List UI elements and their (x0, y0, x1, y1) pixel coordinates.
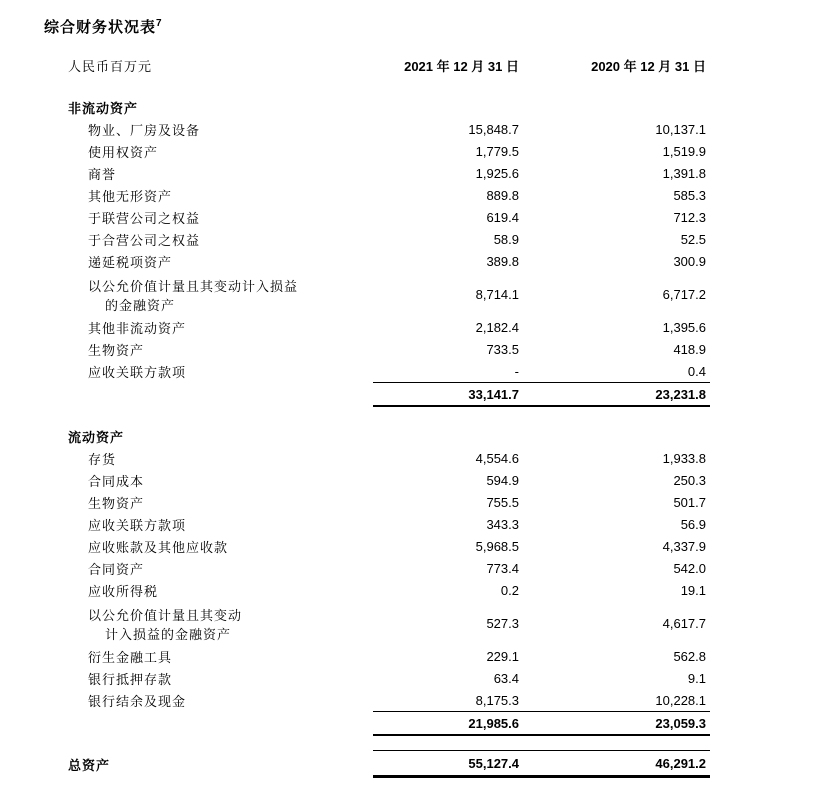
section-header-label: 非流动资产 (68, 100, 139, 116)
row-value-2021: - (514, 363, 519, 379)
row-value-2021: 343.3 (486, 516, 519, 532)
table-row (44, 118, 710, 140)
spacer (44, 736, 710, 750)
row-label-line1: 以公允价值计量且其变动计入损益 (88, 279, 299, 294)
row-label: 生物资产 (88, 495, 145, 511)
row-label: 递延税项资产 (88, 254, 173, 270)
table-row (44, 469, 710, 491)
table-row (44, 689, 710, 711)
section-subtotal-row (44, 382, 710, 407)
row-label: 合同成本 (88, 473, 145, 489)
spacer (44, 407, 710, 425)
row-value-2021: 0.2 (500, 582, 519, 598)
table-row (44, 601, 710, 645)
row-value-2020: 4,617.7 (662, 615, 706, 631)
row-label-line2: 的金融资产 (105, 298, 176, 313)
table-row (44, 513, 710, 535)
table-row (44, 316, 710, 338)
row-label: 于合营公司之权益 (88, 232, 201, 248)
table-row (44, 645, 710, 667)
table-sections (44, 96, 710, 736)
row-label (44, 274, 373, 314)
row-label: 商誉 (88, 166, 117, 182)
row-value-2020: 1,391.8 (662, 165, 706, 181)
row-value-2021: 755.5 (486, 494, 519, 510)
row-value-2021: 5,968.5 (475, 538, 519, 554)
column-header-2021: 2021 年 12 月 31 日 (404, 58, 519, 74)
row-value-2021: 594.9 (486, 472, 519, 488)
row-value-2020: 19.1 (680, 582, 706, 598)
row-label: 存货 (88, 451, 117, 467)
table-row (44, 206, 710, 228)
column-header-2020: 2020 年 12 月 31 日 (591, 58, 706, 74)
spacer (44, 38, 710, 54)
row-value-2020: 542.0 (673, 560, 706, 576)
row-value-2020: 1,395.6 (662, 319, 706, 335)
subtotal-value-2020: 23,231.8 (523, 382, 710, 407)
table-row (44, 228, 710, 250)
currency-unit-label: 人民币百万元 (68, 58, 153, 74)
table-row (44, 338, 710, 360)
row-value-2021: 58.9 (493, 231, 519, 247)
row-label: 应收关联方款项 (88, 364, 187, 380)
row-value-2020: 0.4 (687, 363, 706, 379)
table-row (44, 447, 710, 469)
row-value-2020: 250.3 (673, 472, 706, 488)
subtotal-value-2021: 33,141.7 (373, 382, 523, 407)
table-row (44, 162, 710, 184)
table-section (44, 425, 710, 736)
row-value-2021: 63.4 (493, 670, 519, 686)
row-value-2021: 389.8 (486, 253, 519, 269)
row-label: 银行结余及现金 (88, 693, 187, 709)
spacer (44, 76, 710, 96)
page-title-text: 综合财务状况表 (44, 19, 157, 36)
table-row (44, 491, 710, 513)
row-label: 应收关联方款项 (88, 517, 187, 533)
row-value-2020: 300.9 (673, 253, 706, 269)
table-row (44, 184, 710, 206)
total-assets-row (44, 750, 710, 778)
row-value-2021: 15,848.7 (468, 121, 519, 137)
table-row (44, 579, 710, 601)
table-row (44, 272, 710, 316)
row-value-2020: 52.5 (680, 231, 706, 247)
subtotal-value-2021: 21,985.6 (373, 711, 523, 736)
row-value-2020: 1,933.8 (662, 450, 706, 466)
table-row (44, 360, 710, 382)
row-value-2021: 8,714.1 (475, 286, 519, 302)
total-assets-value-2021: 55,127.4 (373, 750, 523, 778)
row-value-2021: 527.3 (486, 615, 519, 631)
row-label: 银行抵押存款 (88, 671, 173, 687)
row-value-2020: 10,228.1 (655, 692, 706, 708)
section-header-label: 流动资产 (68, 429, 125, 445)
section-subtotal-row (44, 711, 710, 736)
row-label: 衍生金融工具 (88, 649, 173, 665)
row-label: 使用权资产 (88, 144, 159, 160)
row-value-2020: 4,337.9 (662, 538, 706, 554)
page-title-row (44, 14, 710, 38)
row-value-2020: 418.9 (673, 341, 706, 357)
row-value-2021: 733.5 (486, 341, 519, 357)
row-label: 生物资产 (88, 342, 145, 358)
table-row (44, 250, 710, 272)
row-value-2021: 4,554.6 (475, 450, 519, 466)
row-value-2021: 1,925.6 (475, 165, 519, 181)
column-header-row (44, 54, 710, 76)
row-value-2021: 773.4 (486, 560, 519, 576)
row-label: 其他非流动资产 (88, 320, 187, 336)
row-value-2021: 1,779.5 (475, 143, 519, 159)
row-value-2021: 889.8 (486, 187, 519, 203)
total-assets-label: 总资产 (68, 757, 111, 773)
row-value-2020: 9.1 (687, 670, 706, 686)
row-value-2020: 585.3 (673, 187, 706, 203)
row-label: 其他无形资产 (88, 188, 173, 204)
table-section (44, 96, 710, 407)
section-rows (44, 447, 710, 711)
table-row (44, 557, 710, 579)
row-label-line2: 计入损益的金融资产 (105, 627, 232, 642)
row-label (44, 603, 373, 643)
row-label-line1: 以公允价值计量且其变动 (88, 608, 243, 623)
row-label: 于联营公司之权益 (88, 210, 201, 226)
table-row (44, 140, 710, 162)
row-value-2020: 56.9 (680, 516, 706, 532)
row-label: 物业、厂房及设备 (88, 122, 201, 138)
row-value-2020: 6,717.2 (662, 286, 706, 302)
section-header-row (44, 425, 710, 447)
row-value-2020: 1,519.9 (662, 143, 706, 159)
total-assets-value-2020: 46,291.2 (523, 750, 710, 778)
row-value-2021: 2,182.4 (475, 319, 519, 335)
row-value-2020: 10,137.1 (655, 121, 706, 137)
row-value-2020: 562.8 (673, 648, 706, 664)
section-rows (44, 118, 710, 382)
row-value-2021: 8,175.3 (475, 692, 519, 708)
page-title (44, 16, 163, 37)
section-header-row (44, 96, 710, 118)
table-row (44, 667, 710, 689)
table-row (44, 535, 710, 557)
row-value-2020: 501.7 (673, 494, 706, 510)
subtotal-value-2020: 23,059.3 (523, 711, 710, 736)
row-label: 应收账款及其他应收款 (88, 539, 229, 555)
row-value-2021: 619.4 (486, 209, 519, 225)
row-label: 应收所得税 (88, 583, 159, 599)
row-label: 合同资产 (88, 561, 145, 577)
row-value-2021: 229.1 (486, 648, 519, 664)
row-value-2020: 712.3 (673, 209, 706, 225)
title-footnote-superscript: 7 (156, 17, 163, 29)
